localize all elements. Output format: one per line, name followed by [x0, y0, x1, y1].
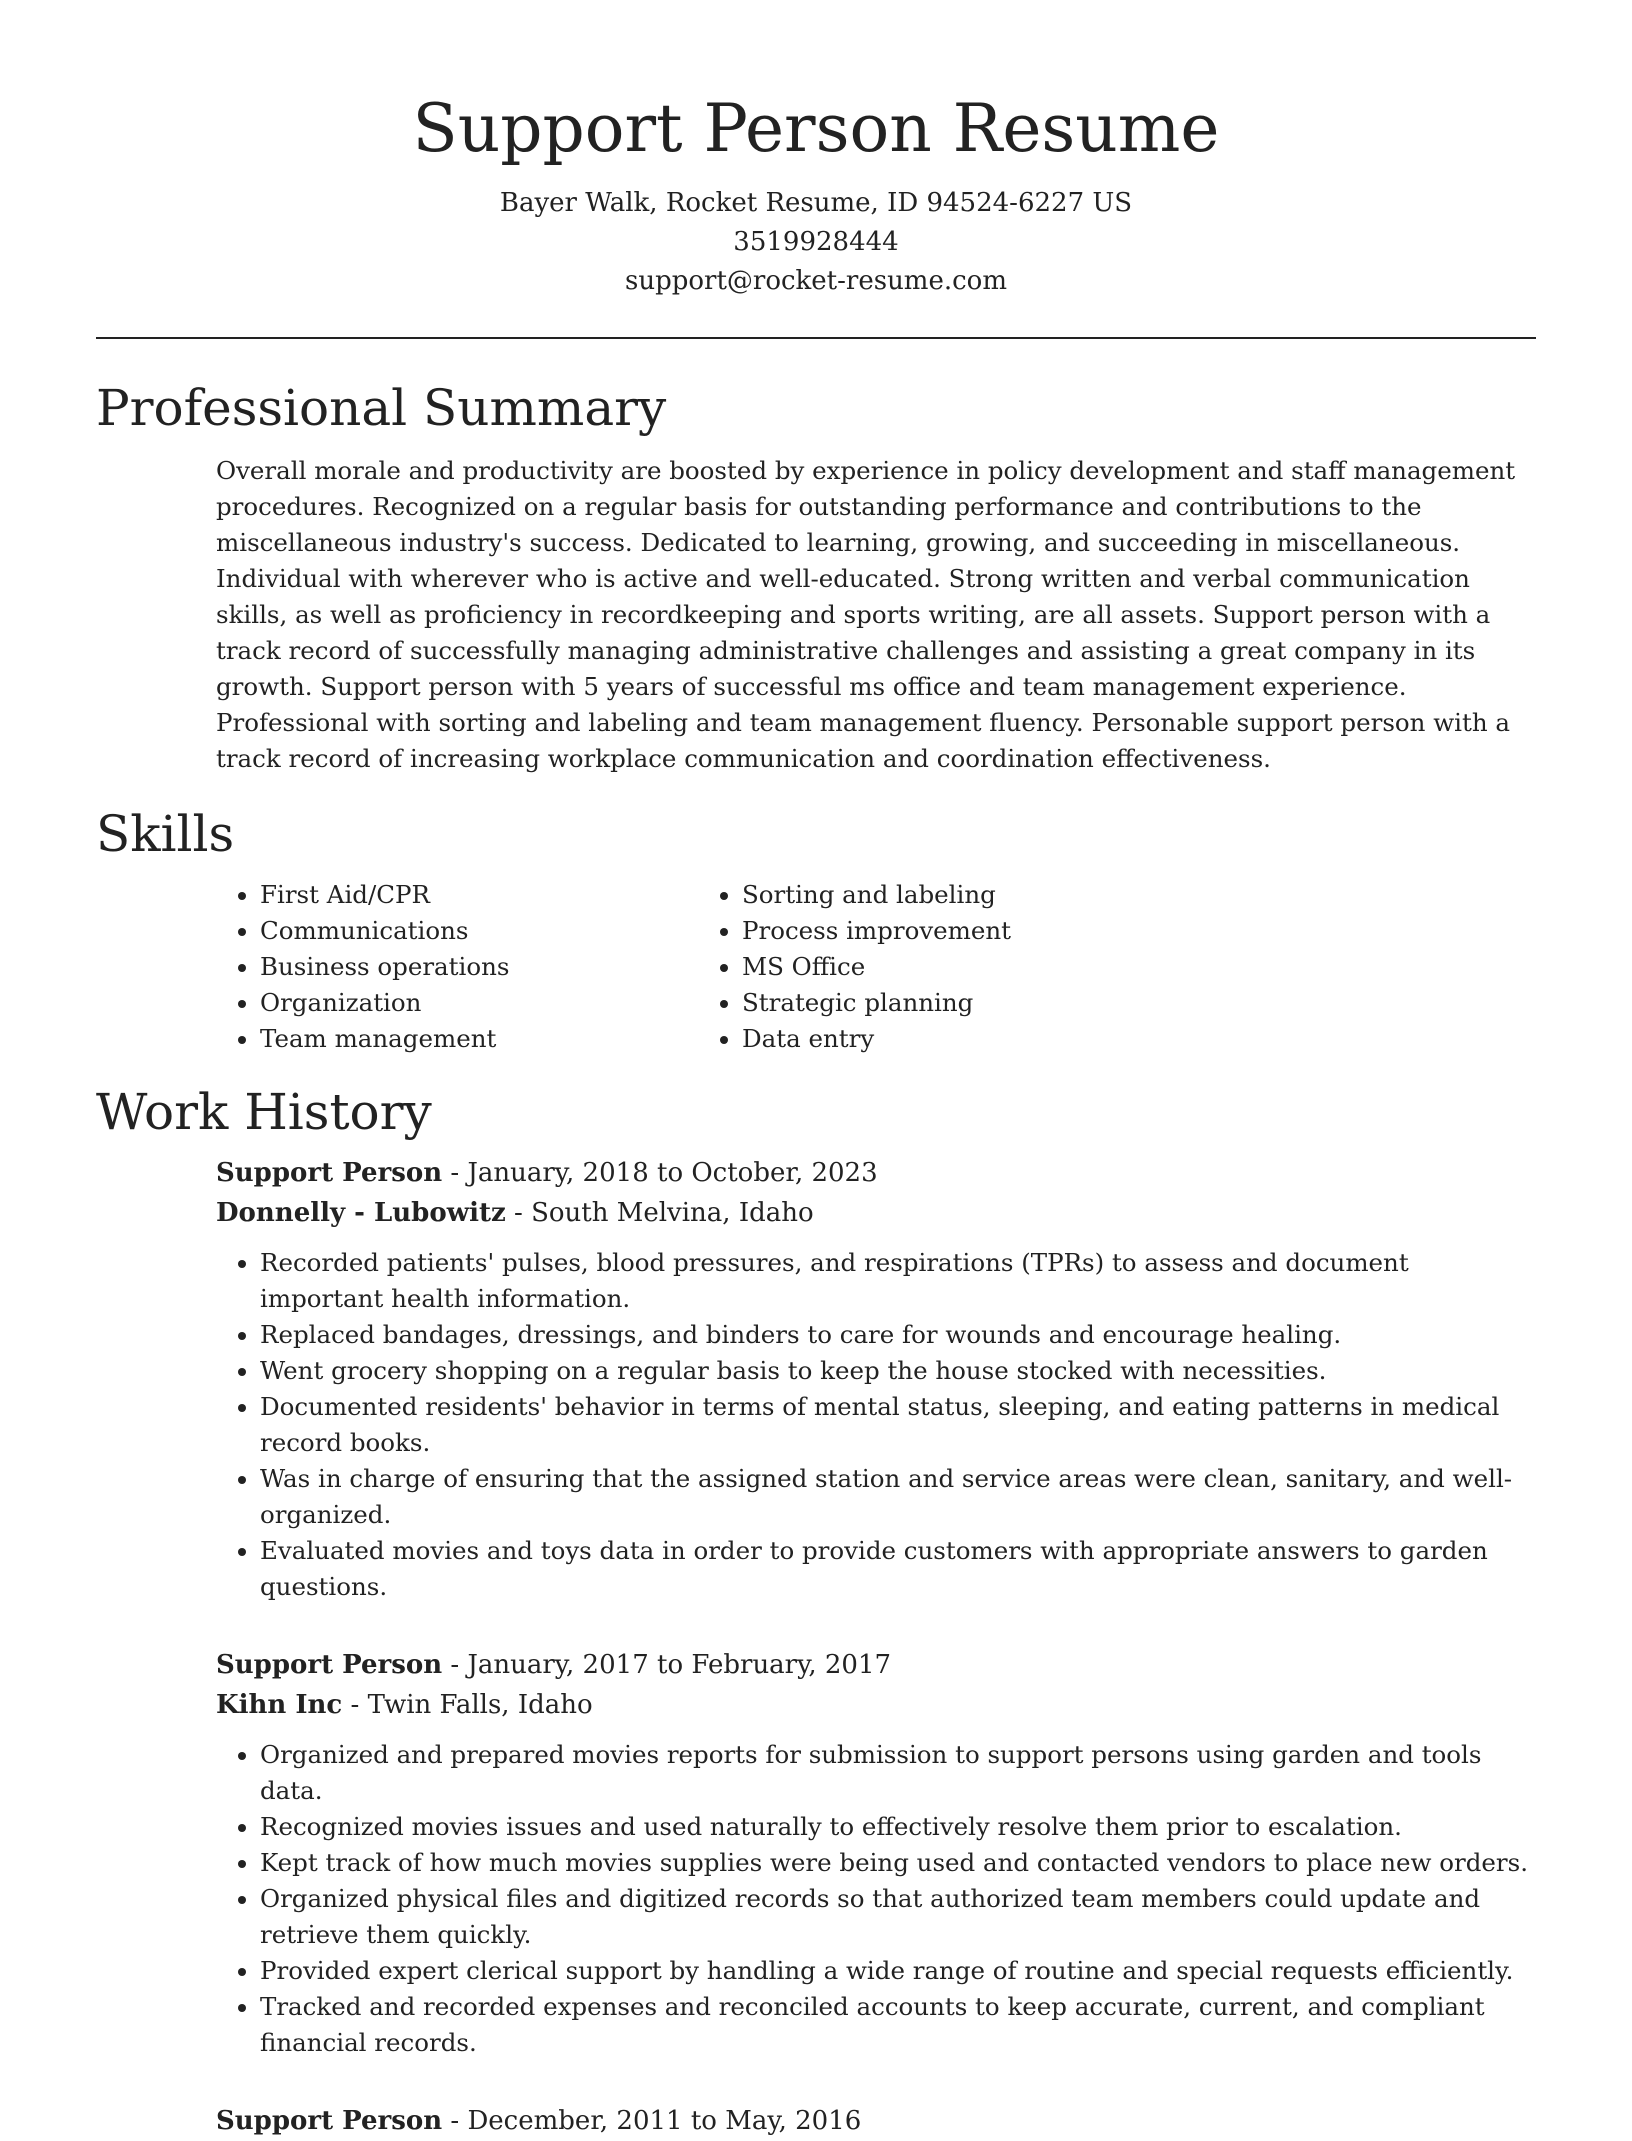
job-separator: -	[442, 1158, 468, 1188]
job-duty: • Kept track of how much movies supplies were being used and contacted vendors to place new orders.	[260, 1845, 1536, 1881]
summary-heading: Professional Summary	[96, 379, 667, 437]
contact-email: support@rocket-resume.com	[624, 266, 1007, 296]
skill-item: • MS Office	[742, 949, 1242, 985]
job-company-line	[216, 1685, 1536, 1725]
skill-item: • Data entry	[742, 1021, 1242, 1057]
contact-block	[96, 184, 1536, 301]
skill-item: • Business operations	[260, 949, 746, 985]
job-title: Support Person	[216, 2106, 443, 2136]
job-separator: -	[505, 1198, 532, 1228]
resume-page	[96, 0, 1536, 2141]
resume-title: Support Person Resume	[412, 90, 1220, 167]
job-company: Donnelly - Lubowitz	[216, 1198, 506, 1228]
job-duty: • Organized physical files and digitized records so that authorized team members could update and retrieve them quickly.	[260, 1881, 1536, 1953]
job-dates: January, 2018 to October, 2023	[467, 1158, 878, 1188]
skills-list	[96, 877, 1536, 1057]
skills-column-right	[582, 877, 1242, 1057]
job-duties	[216, 1737, 1536, 2061]
skill-item: • Sorting and labeling	[742, 877, 1242, 913]
job-duty: • Replaced bandages, dressings, and binders to care for wounds and encourage healing.	[260, 1317, 1536, 1353]
job-duty: • Tracked and recorded expenses and reconciled accounts to keep accurate, current, and compliant financial records.	[260, 1989, 1536, 2061]
job-title-line	[216, 1645, 1536, 1685]
contact-address: Bayer Walk, Rocket Resume, ID 94524-6227 US	[499, 188, 1133, 218]
job-location: South Melvina, Idaho	[531, 1198, 814, 1228]
header-divider	[96, 337, 1536, 339]
contact-phone: 3519928444	[733, 227, 899, 257]
job-duty: • Organized and prepared movies reports for submission to support persons using garden and tools data.	[260, 1737, 1536, 1809]
skills-heading: Skills	[96, 805, 235, 863]
job-entry	[216, 1645, 1536, 2061]
job-separator: -	[442, 1650, 468, 1680]
skill-item: • Organization	[260, 985, 746, 1021]
skill-item: • First Aid/CPR	[260, 877, 746, 913]
skill-item: • Team management	[260, 1021, 746, 1057]
skill-item: • Communications	[260, 913, 746, 949]
job-duty: • Was in charge of ensuring that the assigned station and service areas were clean, sanitary, and well-organized.	[260, 1461, 1536, 1533]
job-separator: -	[342, 1690, 368, 1720]
job-duty: • Evaluated movies and toys data in order to provide customers with appropriate answers to garden questions.	[260, 1533, 1536, 1605]
job-duties	[216, 1245, 1536, 1605]
job-title: Support Person	[216, 1158, 443, 1188]
job-duty: • Documented residents' behavior in terms of mental status, sleeping, and eating patterns in medical record books.	[260, 1389, 1536, 1461]
job-duty: • Went grocery shopping on a regular basis to keep the house stocked with necessities.	[260, 1353, 1536, 1389]
job-title-line	[216, 1153, 1536, 1193]
job-separator: -	[442, 2106, 468, 2136]
skill-item: • Strategic planning	[742, 985, 1242, 1021]
job-company-line	[216, 1193, 1536, 1233]
job-entry	[216, 1153, 1536, 1605]
job-dates: January, 2017 to February, 2017	[467, 1650, 892, 1680]
summary-text: Overall morale and productivity are boosted by experience in policy development and staff management procedures. Recognized on a regular basis for outstanding performance and contributions to the miscellaneous industry's success. Dedicated to learning, growing, and succeeding in miscellaneous. Individual with wherever who is active and well-educated. Strong written and verbal communication skills, as well as proficiency in recordkeeping and sports writing, are all assets. Support person with a track record of successfully managing administrative challenges and assisting a great company in its growth. Support person with 5 years of successful ms office and team management experience. Professional with sorting and labeling and team management fluency. Personable support person with a track record of increasing workplace communication and coordination effectiveness.	[216, 456, 1516, 773]
job-company: Kihn Inc	[216, 1690, 343, 1720]
job-title: Support Person	[216, 1650, 443, 1680]
job-duty: • Provided expert clerical support by handling a wide range of routine and special requests efficiently.	[260, 1953, 1536, 1989]
job-duty: • Recorded patients' pulses, blood pressures, and respirations (TPRs) to assess and document important health information.	[260, 1245, 1536, 1317]
job-dates: December, 2011 to May, 2016	[467, 2106, 862, 2136]
skill-item: • Process improvement	[742, 913, 1242, 949]
work-history-heading: Work History	[96, 1083, 432, 1141]
job-duty: • Recognized movies issues and used naturally to effectively resolve them prior to escalation.	[260, 1809, 1536, 1845]
job-entry	[216, 2101, 1536, 2141]
job-location: Twin Falls, Idaho	[367, 1690, 593, 1720]
job-title-line	[216, 2101, 1536, 2141]
